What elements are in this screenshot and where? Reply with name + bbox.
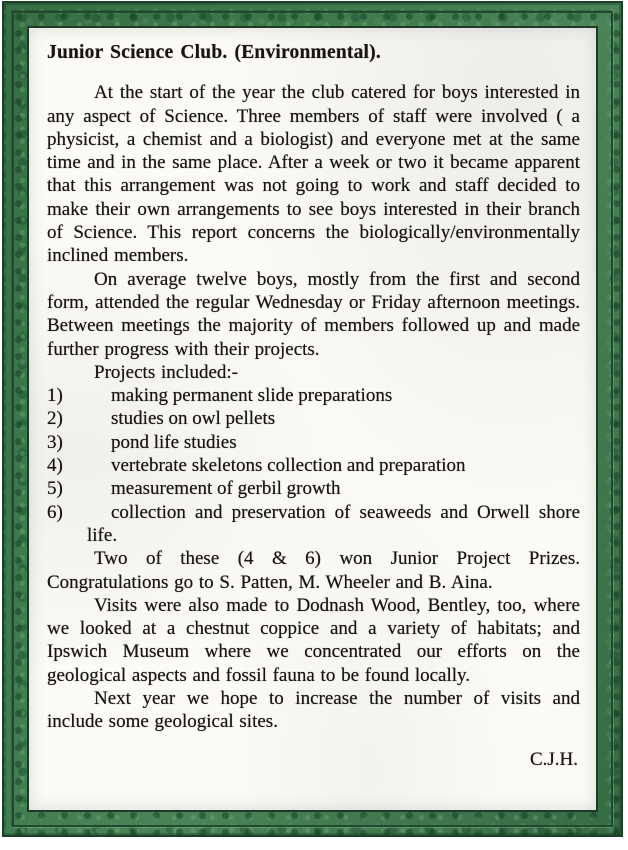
list-item-number: 2) [47, 408, 63, 430]
list-item [47, 431, 580, 454]
list-item-text: making permanent slide preparations [111, 385, 393, 407]
list-item [47, 384, 580, 407]
list-item [47, 477, 580, 500]
decorative-green-frame [2, 1, 623, 837]
paragraph-next-year: Next year we hope to increase the number of visits and include some geological sites. [47, 688, 580, 733]
projects-heading: Projects included:- [94, 361, 238, 383]
list-item-text: measurement of gerbil growth [111, 478, 341, 500]
list-item-number: 4) [47, 455, 63, 477]
document-page [27, 26, 598, 812]
list-item-number: 1) [47, 385, 63, 407]
list-item [47, 454, 580, 477]
paragraph-club-intro: At the start of the year the club catered for boys interested in any aspect of Science. Three members of staff were involved ( a physicist, a chemist and a biologist) and everyone met at the same time and in the same place. After a week or two it became apparent that this arrangement was not going to work and staff decided to make their own arrangements to see boys interested in their branch of Science. This report concerns the biologically/environmentally inclined members. [47, 82, 580, 267]
list-item-number: 6) [47, 501, 63, 523]
projects-list [47, 384, 580, 547]
list-item-text: studies on owl pellets [111, 408, 276, 430]
paragraph-prizes: Two of these (4 & 6) won Junior Project Prizes. Congratulations go to S. Patten, M. Wheeler and B. Aina. [47, 548, 580, 593]
paragraph-visits: Visits were also made to Dodnash Wood, Bentley, too, where we looked at a chestnut coppice and a variety of habitats; and Ipswich Museum where we concentrated our efforts on the geological aspects and fossil fauna to be found locally. [47, 594, 580, 686]
page-title: Junior Science Club. (Environmental). [47, 42, 381, 63]
list-item-number: 5) [47, 478, 63, 500]
list-item-text: collection and preservation of seaweeds and Orwell shore life. [87, 501, 580, 546]
paragraph-meetings: On average twelve boys, mostly from the first and second form, attended the regular Wednesday or Friday afternoon meetings. Between meetings the majority of members followed up and made further progress with their projects. [47, 268, 580, 360]
list-item-number: 3) [47, 431, 63, 453]
author-initials: C.J.H. [529, 748, 578, 770]
list-item-text: vertebrate skeletons collection and preparation [111, 455, 466, 477]
list-item [47, 407, 580, 430]
list-item [47, 501, 580, 548]
list-item-text: pond life studies [111, 431, 237, 453]
